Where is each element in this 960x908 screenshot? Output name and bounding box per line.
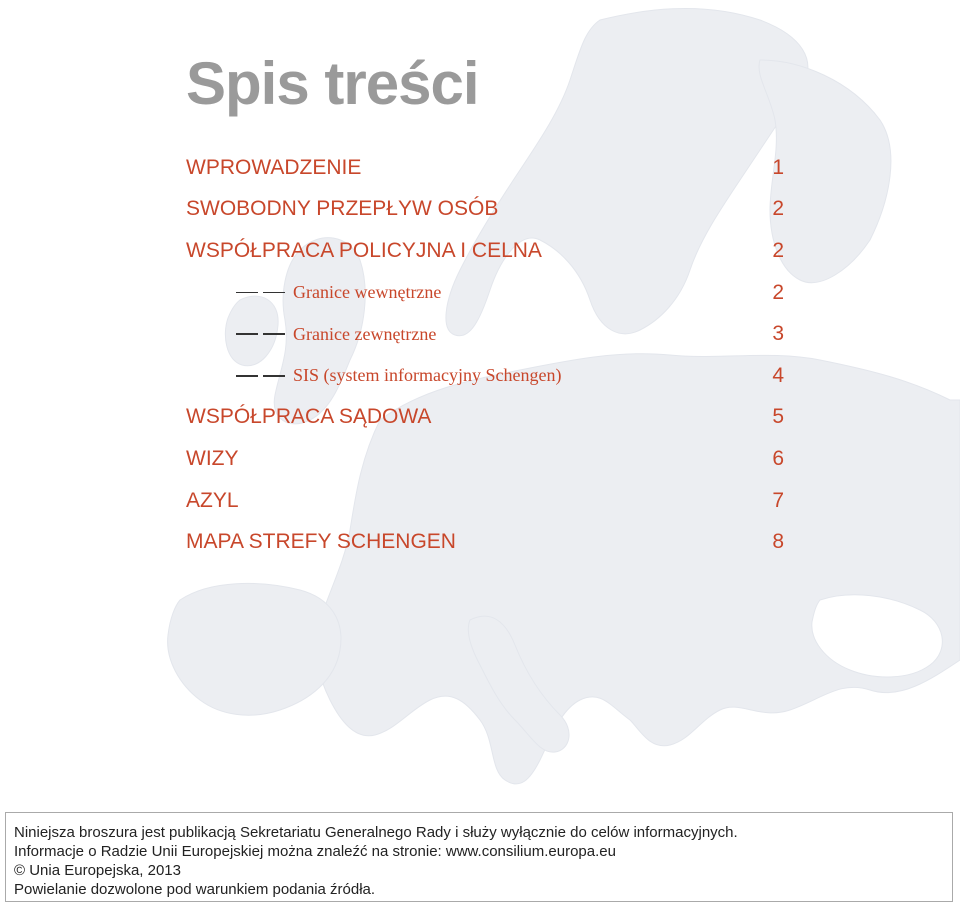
toc-item[interactable] <box>186 189 784 231</box>
toc-item-label: AZYL <box>186 488 239 512</box>
dash-icon <box>236 292 258 294</box>
toc-item-page: 7 <box>772 488 784 512</box>
toc-item-page: 8 <box>772 530 784 554</box>
dash-icon <box>263 333 285 335</box>
toc-item-label: WSPÓŁPRACA POLICYJNA I CELNA <box>186 238 542 262</box>
toc-item-label: MAPA STREFY SCHENGEN <box>186 530 456 554</box>
toc-subitem[interactable] <box>186 355 784 397</box>
toc-item-label: WIZY <box>186 446 239 470</box>
toc-item-label: WPROWADZENIE <box>186 155 362 179</box>
footer-line-website: Informacje o Radzie Unii Europejskiej można znaleźć na stronie: www.consilium.europa.eu <box>14 843 616 860</box>
toc-item[interactable] <box>186 230 784 272</box>
footer-line-publisher: Niniejsza broszura jest publikacją Sekretariatu Generalnego Rady i służy wyłącznie do celów informacyjnych. <box>14 824 738 841</box>
footer-line-copyright: © Unia Europejska, 2013 <box>14 862 181 879</box>
dash-icon <box>263 292 285 294</box>
toc-item[interactable] <box>186 147 784 189</box>
toc-item-page: 5 <box>772 405 784 429</box>
toc-subitem-label: Granice zewnętrzne <box>293 323 437 344</box>
toc-item-label: SWOBODNY PRZEPŁYW OSÓB <box>186 197 499 221</box>
page-title: Spis treści <box>186 50 479 117</box>
toc-subitem[interactable] <box>186 272 784 314</box>
toc-item-page: 1 <box>772 155 784 179</box>
table-of-contents <box>186 147 784 563</box>
toc-subitem-label: SIS (system informacyjny Schengen) <box>293 365 562 386</box>
toc-subitem-page: 4 <box>772 363 784 387</box>
dash-icon <box>236 375 258 377</box>
dash-icon <box>263 375 285 377</box>
toc-item-page: 6 <box>772 446 784 470</box>
toc-item[interactable] <box>186 438 784 480</box>
toc-item-label: WSPÓŁPRACA SĄDOWA <box>186 405 432 429</box>
toc-item[interactable] <box>186 480 784 522</box>
dash-icon <box>236 333 258 335</box>
publication-info-box <box>5 812 953 902</box>
toc-item[interactable] <box>186 397 784 439</box>
toc-subitem[interactable] <box>186 313 784 355</box>
toc-subitem-page: 2 <box>772 280 784 304</box>
toc-item[interactable] <box>186 521 784 563</box>
toc-subitem-label: Granice wewnętrzne <box>293 282 442 303</box>
toc-subitem-page: 3 <box>772 322 784 346</box>
toc-item-page: 2 <box>772 238 784 262</box>
toc-item-page: 2 <box>772 197 784 221</box>
footer-line-reproduction: Powielanie dozwolone pod warunkiem podania źródła. <box>14 881 376 898</box>
